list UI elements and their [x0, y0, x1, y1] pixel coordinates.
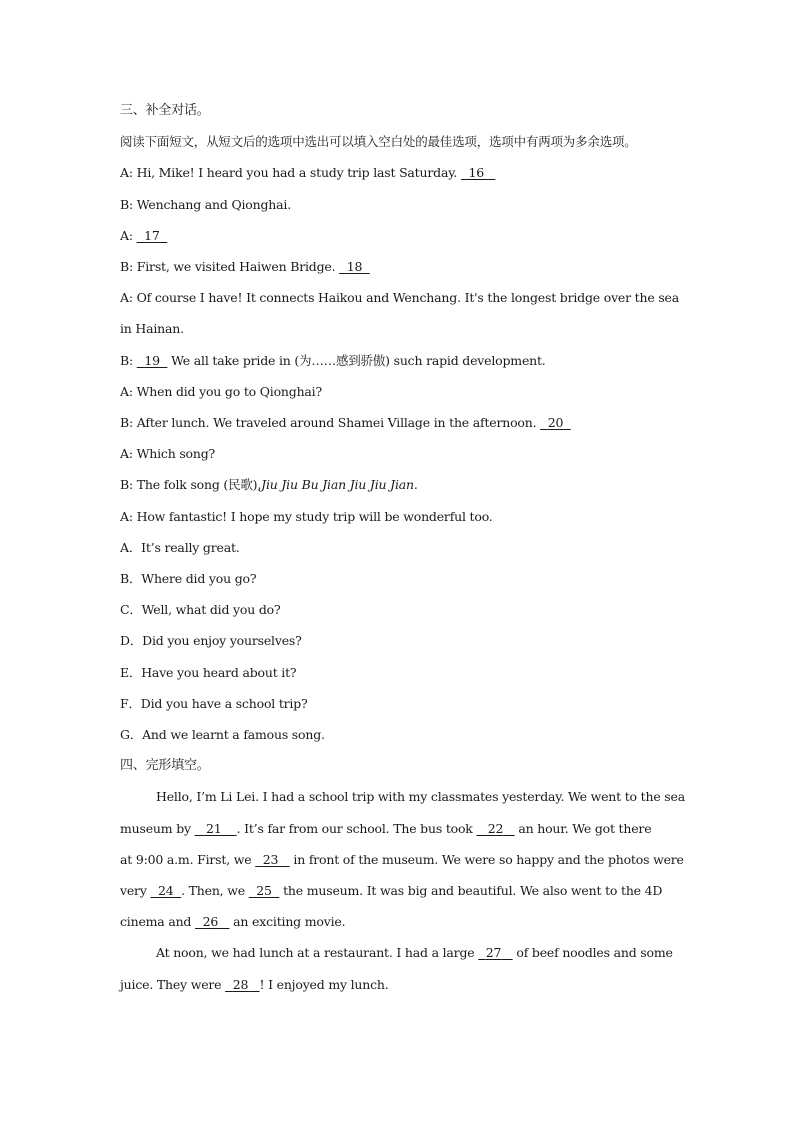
passage-line	[120, 844, 684, 875]
dialogue-text: How fantastic! I hope my study trip will be wonderful too.	[136, 508, 493, 524]
speaker-label: A:	[120, 290, 133, 306]
option-text: Did you have a school trip?	[140, 695, 308, 711]
passage-line	[120, 937, 680, 968]
dialogue-line	[120, 282, 680, 344]
passage-line	[120, 813, 680, 844]
dialogue-text: Hi, Mike! I heard you had a study trip last Saturday.	[136, 165, 458, 181]
speaker-label: B:	[120, 259, 133, 275]
dialogue-line	[120, 345, 680, 376]
dialogue-text: When did you go to Qionghai?	[136, 383, 322, 399]
passage-text: an exciting movie.	[229, 914, 346, 930]
dialogue-line	[120, 376, 680, 407]
dialogue-line	[120, 189, 680, 220]
answer-blank: 23	[262, 851, 279, 867]
answer-blank: 19	[144, 352, 160, 368]
speaker-label: B:	[120, 477, 133, 493]
option-letter: B．	[120, 571, 142, 587]
speaker-label: B:	[120, 415, 133, 431]
option-item	[120, 719, 680, 750]
option-letter: G．	[120, 727, 143, 743]
speaker-label: A:	[120, 227, 133, 243]
song-title: Jiu Jiu Bu Jian Jiu Jiu Jian.	[261, 477, 418, 493]
option-item	[120, 688, 680, 719]
passage-text: . It’s far from our school. The bus took	[236, 820, 477, 836]
option-letter: F．	[120, 695, 141, 711]
passage-text: the museum. It was big and beautiful. We also went to the 4D	[279, 883, 663, 899]
option-text: Have you heard about it?	[141, 664, 297, 680]
answer-blank: 20	[547, 415, 564, 431]
option-text: Where did you go?	[141, 571, 257, 587]
instructions-text: 阅读下面短文，从短文后的选项中选出可以填入空白处的最佳选项，选项中有两项为多余选项。	[120, 134, 637, 150]
passage-line: Hello, I’m Li Lei. I had a school trip with my classmates yesterday. We went to the sea	[156, 789, 685, 805]
speaker-label: A:	[120, 383, 133, 399]
speaker-label: A:	[120, 508, 133, 524]
speaker-label: A:	[120, 446, 133, 462]
passage-text: in front of the museum. We were so happy and the photos were	[289, 851, 684, 867]
passage-text: cinema and	[120, 914, 196, 930]
passage-text: . Then, we	[181, 883, 249, 899]
dialogue-line	[120, 469, 680, 500]
passage-line	[120, 906, 680, 937]
answer-blank: 25	[256, 883, 272, 899]
dialogue-line	[120, 501, 680, 532]
dialogue-text: Of course I have! It connects Haikou and Wenchang. It's the longest bridge over the sea in Hainan.	[120, 290, 679, 337]
section-3-heading: 三、补全对话。	[120, 103, 210, 118]
option-item	[120, 625, 680, 656]
section-4-heading: 四、完形填空。	[120, 758, 210, 774]
dialogue-line	[120, 157, 680, 188]
passage-text: juice. They were	[120, 976, 226, 992]
dialogue-line	[120, 438, 680, 469]
option-item	[120, 657, 680, 688]
speaker-label: B:	[120, 196, 133, 212]
passage-text: of beef noodles and some	[512, 945, 673, 961]
dialogue-text: Wenchang and Qionghai.	[136, 196, 291, 212]
passage-text: at 9:00 a.m. First, we	[120, 851, 256, 867]
answer-blank: 28	[232, 976, 249, 992]
option-item	[120, 594, 680, 625]
option-text: Well, what did you do?	[141, 602, 281, 618]
dialogue-text: Which song?	[136, 446, 216, 462]
speaker-label: A:	[120, 165, 133, 181]
dialogue-text: The folk song (民歌),	[136, 477, 262, 493]
dialogue-text: After lunch. We traveled around Shamei Village in the afternoon.	[136, 415, 537, 431]
dialogue-line	[120, 220, 680, 251]
passage-text: an hour. We got there	[514, 820, 652, 836]
passage-text: very	[120, 883, 151, 899]
option-item	[120, 563, 680, 594]
option-letter: D．	[120, 633, 143, 649]
answer-blank: 26	[202, 914, 219, 930]
answer-blank: 21	[205, 820, 222, 836]
option-text: Did you enjoy yourselves?	[142, 633, 302, 649]
section-3-instructions	[120, 126, 680, 157]
option-text: And we learnt a famous song.	[142, 727, 325, 743]
passage-line	[120, 969, 680, 1000]
worksheet-page	[120, 95, 685, 1000]
option-letter: E．	[120, 664, 142, 680]
speaker-label: B:	[120, 352, 133, 368]
option-text: It’s really great.	[141, 539, 240, 555]
dialogue-line	[120, 407, 680, 438]
answer-blank: 24	[158, 883, 174, 899]
answer-blank: 22	[487, 820, 504, 836]
option-letter: A．	[120, 539, 142, 555]
option-item	[120, 532, 680, 563]
dialogue-text: We all take pride in (为……感到骄傲) such rapid development.	[171, 352, 546, 368]
answer-blank: 27	[485, 945, 502, 961]
dialogue-line	[120, 251, 680, 282]
passage-line	[120, 875, 680, 906]
answer-blank: 17	[144, 227, 160, 243]
answer-blank: 18	[346, 259, 363, 275]
passage-text: ! I enjoyed my lunch.	[259, 976, 389, 992]
passage-text: museum by	[120, 820, 195, 836]
option-letter: C．	[120, 602, 142, 618]
passage-text: At noon, we had lunch at a restaurant. I had a large	[156, 945, 479, 961]
dialogue-text: First, we visited Haiwen Bridge.	[136, 259, 336, 275]
answer-blank: 16	[468, 165, 485, 181]
